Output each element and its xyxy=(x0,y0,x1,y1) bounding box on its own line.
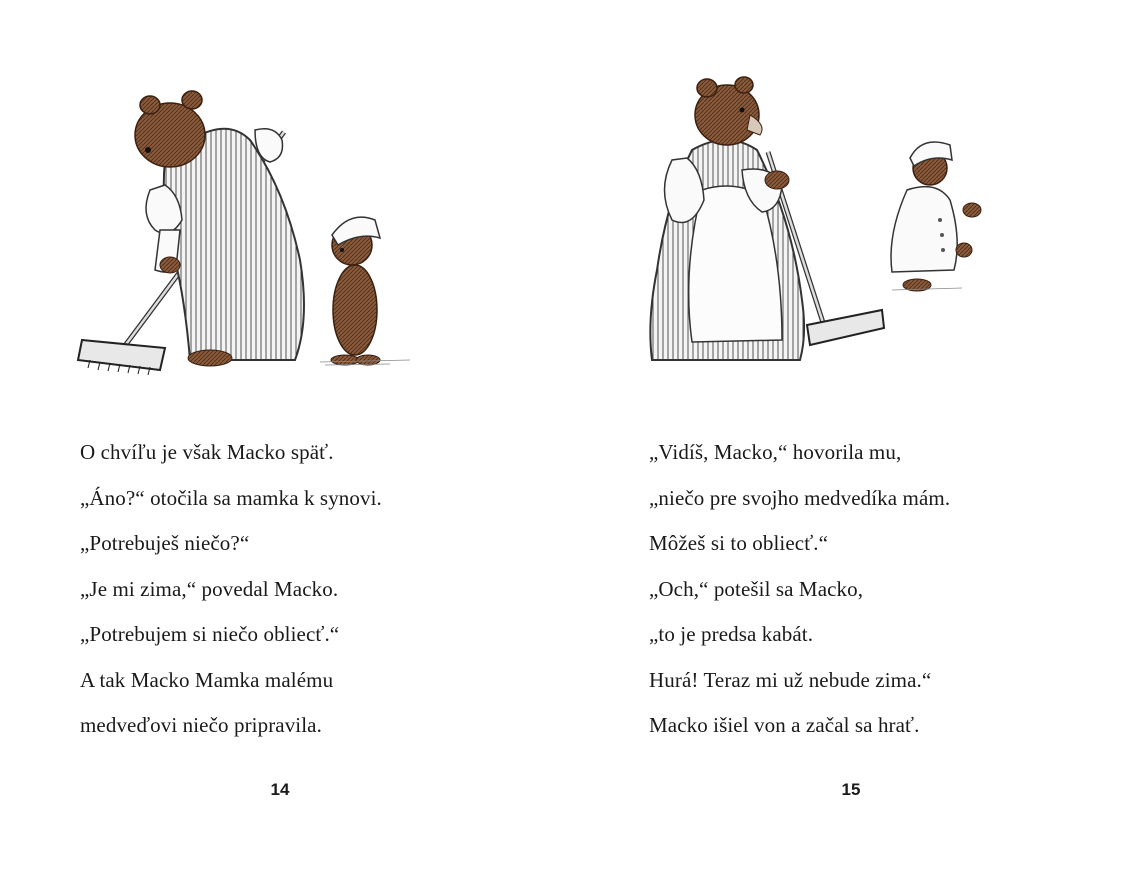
text-line: medveďovi niečo pripravila. xyxy=(80,713,322,737)
text-line: „Och,“ potešil sa Macko, xyxy=(649,576,864,601)
page-number: 15 xyxy=(841,780,861,799)
text-line: Macko išiel von a začal sa hrať. xyxy=(649,713,920,737)
text-line: „Potrebujem si niečo obliecť.“ xyxy=(80,622,340,646)
mother-bear-broom-cub-in-coat-icon xyxy=(632,70,1052,390)
text-line: Hurá! Teraz mi už nebude zima.“ xyxy=(649,667,932,692)
mother-bear-sweeping-with-cub-icon xyxy=(70,70,490,390)
text-line: Môžeš si to obliecť.“ xyxy=(649,531,829,555)
text-line: A tak Macko Mamka malému xyxy=(80,667,334,692)
text-line: „to je predsa kabát. xyxy=(649,622,814,646)
right-page-text xyxy=(649,430,950,749)
text-line: „Je mi zima,“ povedal Macko. xyxy=(80,576,339,601)
text-line: „Potrebuješ niečo?“ xyxy=(80,531,250,555)
text-line: „Áno?“ otočila sa mamka k synovi. xyxy=(80,485,382,510)
text-line: O chvíľu je však Macko späť. xyxy=(80,440,334,464)
page-number: 14 xyxy=(270,780,290,799)
text-line: „niečo pre svojho medvedíka mám. xyxy=(649,485,951,510)
text-line: „Vidíš, Macko,“ hovorila mu, xyxy=(649,440,902,464)
left-page-text xyxy=(80,430,382,749)
right-page xyxy=(567,0,1134,869)
